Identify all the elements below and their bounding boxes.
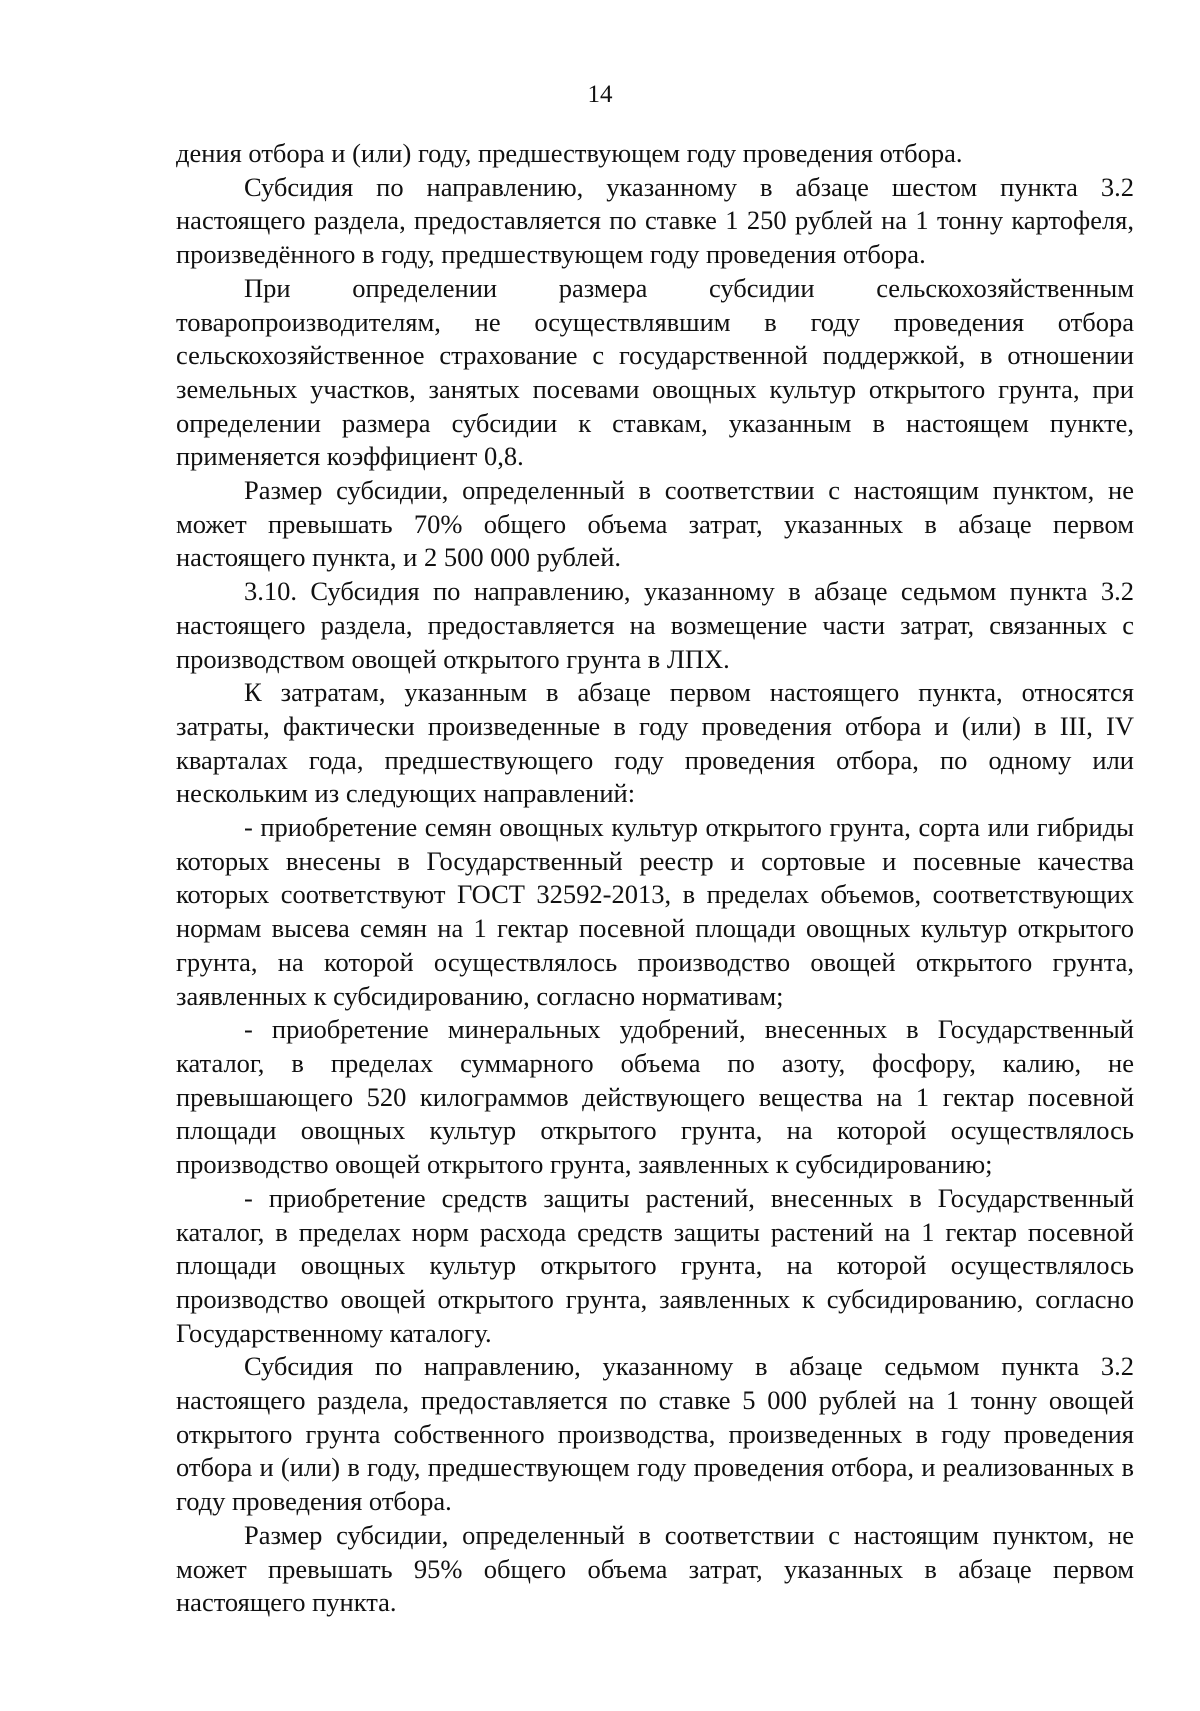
paragraph: Субсидия по направлению, указанному в абзаце седьмом пункта 3.2 настоящего раздела, предоставляется по ставке 5 000 рублей на 1 тонну овощей открытого грунта собственного производства, произведенных в году проведения отбора и (или) в году, предшествующем году проведения отбора, и реализованных в году проведения отбора. xyxy=(176,1351,1134,1517)
list-item: - приобретение средств защиты растений, внесенных в Государственный каталог, в пределах норм расхода средств защиты растений на 1 гектар посевной площади овощных культур открытого грунта, на которой осуществлялось производство овощей открытого грунта, заявленных к субсидированию, согласно Государственному каталогу. xyxy=(176,1182,1134,1348)
paragraph: Субсидия по направлению, указанному в абзаце шестом пункта 3.2 настоящего раздела, предоставляется по ставке 1 250 рублей на 1 тонну картофеля, произведённого в году, предшествующем году проведения отбора. xyxy=(176,171,1134,270)
paragraph-clause-3-10: 3.10. Субсидия по направлению, указанному в абзаце седьмом пункта 3.2 настоящего раздела, предоставляется на возмещение части затрат, связанных с производством овощей открытого грунта в ЛПХ. xyxy=(176,576,1134,674)
paragraph: Размер субсидии, определенный в соответствии с настоящим пунктом, не может превышать 95% общего объема затрат, указанных в абзаце первом настоящего пункта. xyxy=(176,1519,1134,1618)
document-body xyxy=(176,137,1134,1620)
paragraph-continuation: дения отбора и (или) году, предшествующем году проведения отбора. xyxy=(176,138,963,168)
paragraph: К затратам, указанным в абзаце первом настоящего пункта, относятся затраты, фактически произведенные в году проведения отбора и (или) в III, IV кварталах года, предшествующего году проведения отбора, по одному или нескольким из следующих направлений: xyxy=(176,677,1134,809)
paragraph: При определении размера субсидии сельскохозяйственным товаропроизводителям, не осуществлявшим в году проведения отбора сельскохозяйственное страхование с государственной поддержкой, в отношении земельных участков, занятых посевами овощных культур открытого грунта, при определении размера субсидии к ставкам, указанным в настоящем пункте, применяется коэффициент 0,8. xyxy=(176,272,1134,472)
list-item: - приобретение минеральных удобрений, внесенных в Государственный каталог, в пределах суммарного объема по азоту, фосфору, калию, не превышающего 520 килограммов действующего вещества на 1 гектар посевной площади овощных культур открытого грунта, на которой осуществлялось производство овощей открытого грунта, заявленных к субсидированию; xyxy=(176,1014,1134,1180)
list-item: - приобретение семян овощных культур открытого грунта, сорта или гибриды которых внесены в Государственный реестр и сортовые и посевные качества которых соответствуют ГОСТ 32592-2013, в пределах объемов, соответствующих нормам высева семян на 1 гектар посевной площади овощных культур открытого грунта, на которой осуществлялось производство овощей открытого грунта, заявленных к субсидированию, согласно нормативам; xyxy=(176,812,1134,1011)
page-number: 14 xyxy=(587,81,613,108)
paragraph: Размер субсидии, определенный в соответствии с настоящим пунктом, не может превышать 70% общего объема затрат, указанных в абзаце первом настоящего пункта, и 2 500 000 рублей. xyxy=(176,475,1134,573)
